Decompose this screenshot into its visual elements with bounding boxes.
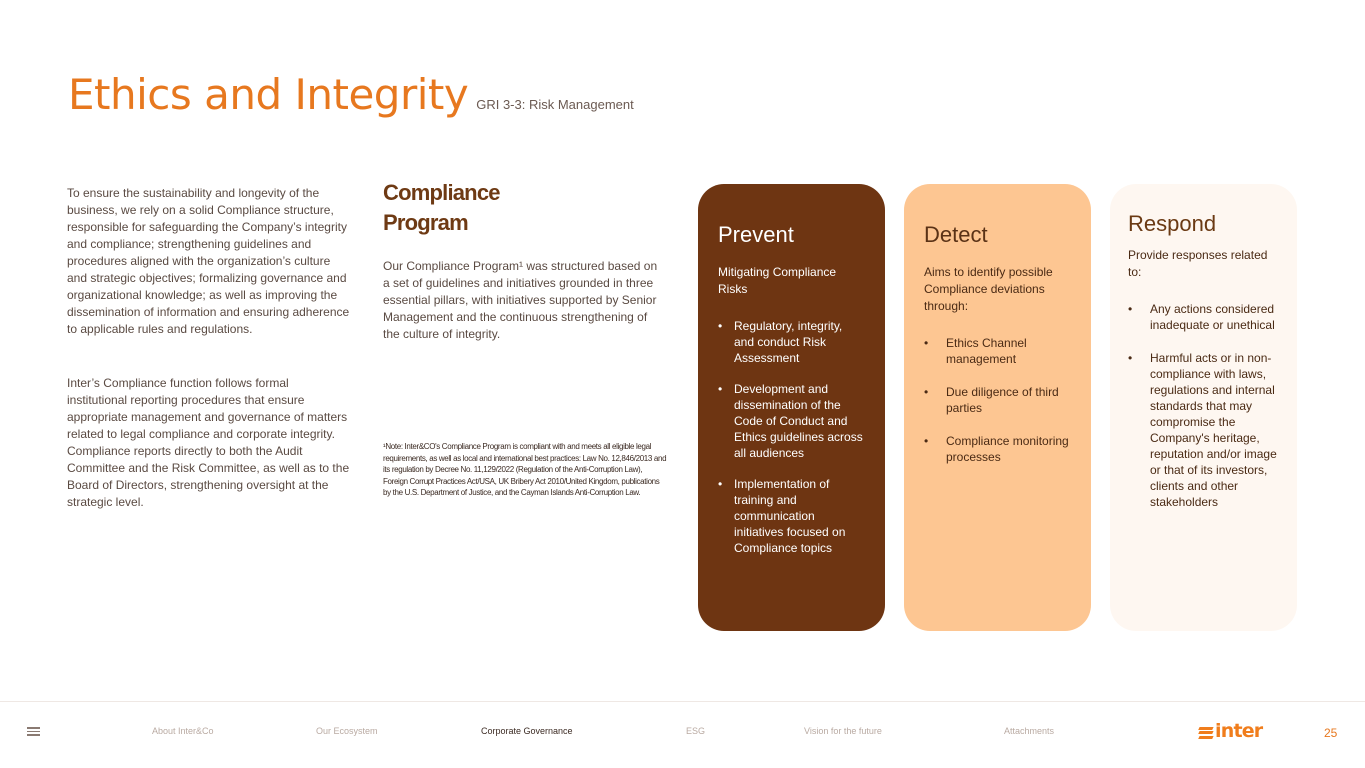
- nav-attachments[interactable]: Attachments: [1004, 726, 1055, 736]
- hamburger-menu-icon[interactable]: [27, 727, 40, 736]
- intro-paragraph-2: Inter’s Compliance function follows formal institutional reporting procedures that ensure appropriate management and governance of matters related to legal compliance and corporate integrity. Compliance reports directly to both the Audit Committee and the Risk Committee, as well as to the Board of Directors, strengthening oversight at the strategic level.: [67, 376, 350, 509]
- program-title: [383, 178, 658, 238]
- title-main: Ethics and Integrity: [68, 70, 469, 119]
- list-item: • Harmful acts or in non-compliance with laws, regulations and internal standards that may compromise the Company's heritage, reputation and/or image or that of its investors, clients and other stakeholders: [1128, 350, 1277, 510]
- detect-list: [924, 335, 1071, 465]
- program-text: Our Compliance Program¹ was structured based on a set of guidelines and initiatives grounded in three essential pillars, with initiatives supported by Senior Management and the continuous strengthening of the culture of integrity.: [383, 259, 658, 341]
- footer-divider: [0, 701, 1365, 702]
- program-footnote: ¹Note: Inter&CO's Compliance Program is compliant with and meets all eligible legal requirements, as well as local and international best practices: Law No. 12,846/2013 and its regulation by Decree No. 11,129/2022 (Regulation of the Anti-Corruption Law), Foreign Corrupt Practices Act/USA, UK Bribery Act 2010/United Kingdom, publications by the U.S. Department of Justice, and the Cayman Islands Anti-Corruption Law.: [383, 442, 667, 497]
- list-item: • Development and dissemination of the Code of Conduct and Ethics guidelines across all audiences: [718, 381, 865, 461]
- list-item: • Compliance monitoring processes: [924, 433, 1071, 465]
- list-item: • Any actions considered inadequate or unethical: [1128, 301, 1277, 333]
- nav-esg[interactable]: ESG: [686, 726, 706, 736]
- list-item: • Due diligence of third parties: [924, 384, 1071, 416]
- list-item: • Ethics Channel management: [924, 335, 1071, 367]
- program-title-line-1: Compliance: [383, 180, 500, 205]
- list-item: • Regulatory, integrity, and conduct Risk Assessment: [718, 318, 865, 366]
- inter-logo-mark-icon: [1199, 724, 1213, 740]
- detect-card: [904, 184, 1091, 631]
- page-number: 25: [1324, 726, 1338, 740]
- prevent-list: [718, 318, 865, 556]
- inter-logo: [1199, 722, 1262, 741]
- respond-intro: Provide responses related to:: [1128, 248, 1268, 279]
- nav-ecosystem[interactable]: Our Ecosystem: [316, 726, 378, 736]
- compliance-program-column: [383, 178, 658, 343]
- logo-text: inter: [1215, 720, 1263, 742]
- intro-column: [67, 185, 352, 511]
- respond-title: Respond: [1128, 211, 1217, 236]
- prevent-title: Prevent: [718, 222, 794, 247]
- list-item: • Implementation of training and communication initiatives focused on Compliance topics: [718, 476, 865, 556]
- program-title-line-2: Program: [383, 210, 468, 235]
- prevent-card: [698, 184, 885, 631]
- respond-card: [1110, 184, 1297, 631]
- nav-vision[interactable]: Vision for the future: [804, 726, 882, 736]
- page-title: [68, 70, 634, 119]
- title-subtitle: GRI 3-3: Risk Management: [476, 97, 634, 112]
- detect-title: Detect: [924, 222, 988, 247]
- nav-about[interactable]: About Inter&Co: [152, 726, 214, 736]
- intro-paragraph-1: To ensure the sustainability and longevity of the business, we rely on a solid Compliance structure, responsible for safeguarding the Company’s integrity and compliance; strengthening guidelines and procedures aligned with the organization’s culture and strategic objectives; formalizing governance and organizational knowledge; as well as improving the dissemination of information and ensuring adherence to applicable rules and regulations.: [67, 186, 350, 336]
- detect-intro: Aims to identify possible Compliance deviations through:: [924, 265, 1053, 313]
- respond-list: [1128, 301, 1277, 510]
- nav-corporate-governance[interactable]: Corporate Governance: [481, 726, 573, 736]
- prevent-intro: Mitigating Compliance Risks: [718, 265, 837, 296]
